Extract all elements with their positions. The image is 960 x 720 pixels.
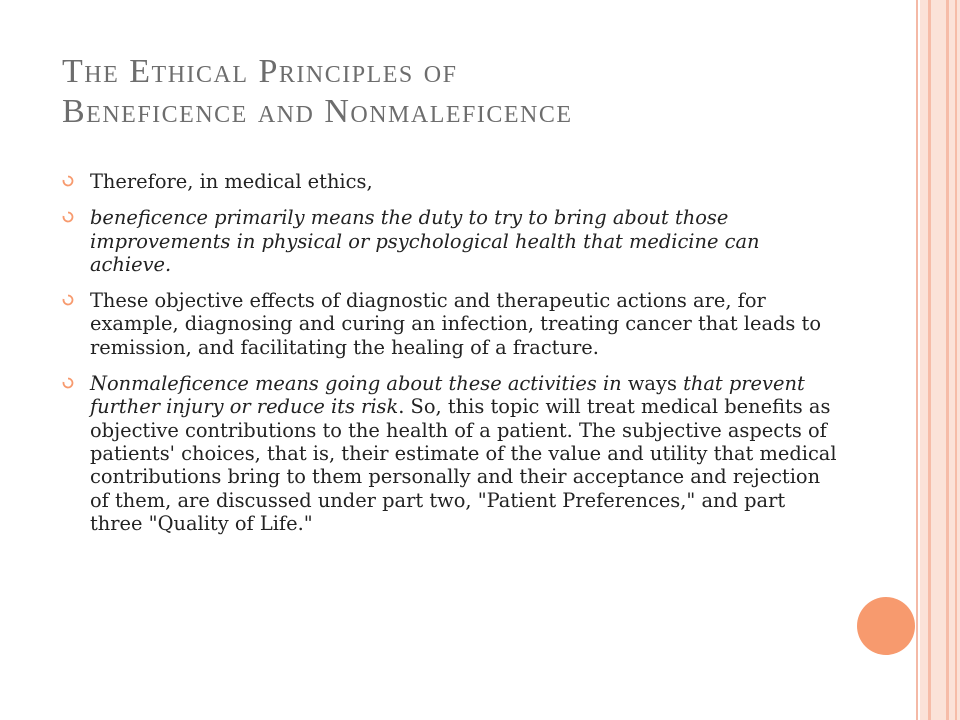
bullet-item xyxy=(62,289,842,359)
bullet-text: beneficence primarily means the duty to try to bring about those improvements in physical or psychological health that medicine can achieve. xyxy=(90,206,760,276)
bullet-ring-icon xyxy=(62,294,74,306)
bullet-ring-icon xyxy=(62,175,74,187)
title-line-2: Beneficence and Nonmaleficence xyxy=(62,93,573,130)
decorative-stripe-band xyxy=(920,0,960,720)
bullet-text xyxy=(90,372,837,535)
bullet-text-plain: ways xyxy=(621,372,684,396)
bullet-text-italic: Nonmaleficence means going about these activities in xyxy=(90,372,622,396)
bullet-text: These objective effects of diagnostic and therapeutic actions are, for example, diagnosing and curing an infection, treating cancer that leads to remission, and facilitating the healing of a fracture. xyxy=(90,289,822,359)
slide-title xyxy=(62,52,862,132)
accent-circle xyxy=(857,597,915,655)
bullet-text-plain: . So, this topic will treat medical benefits as objective contributions to the health of a patient. The subjective aspects of patients' choices, that is, their estimate of the value and utility that medical contributions bring to them personally and their acceptance and rejection of them, are discussed under part two, "Patient Preferences," and part three "Quality of Life." xyxy=(90,395,837,535)
title-line-1: The Ethical Principles of xyxy=(62,53,458,90)
bullet-text: Therefore, in medical ethics, xyxy=(90,170,373,193)
bullet-item xyxy=(62,206,842,276)
bullet-ring-icon xyxy=(62,377,74,389)
bullet-list xyxy=(62,170,842,548)
bullet-item xyxy=(62,170,842,193)
bullet-text-italic: that prevent further injury or reduce its risk xyxy=(90,372,805,419)
decorative-stripe xyxy=(928,0,931,720)
bullet-item xyxy=(62,372,842,535)
bullet-ring-icon xyxy=(62,211,74,223)
decorative-stripe xyxy=(946,0,949,720)
decorative-stripe xyxy=(955,0,957,720)
